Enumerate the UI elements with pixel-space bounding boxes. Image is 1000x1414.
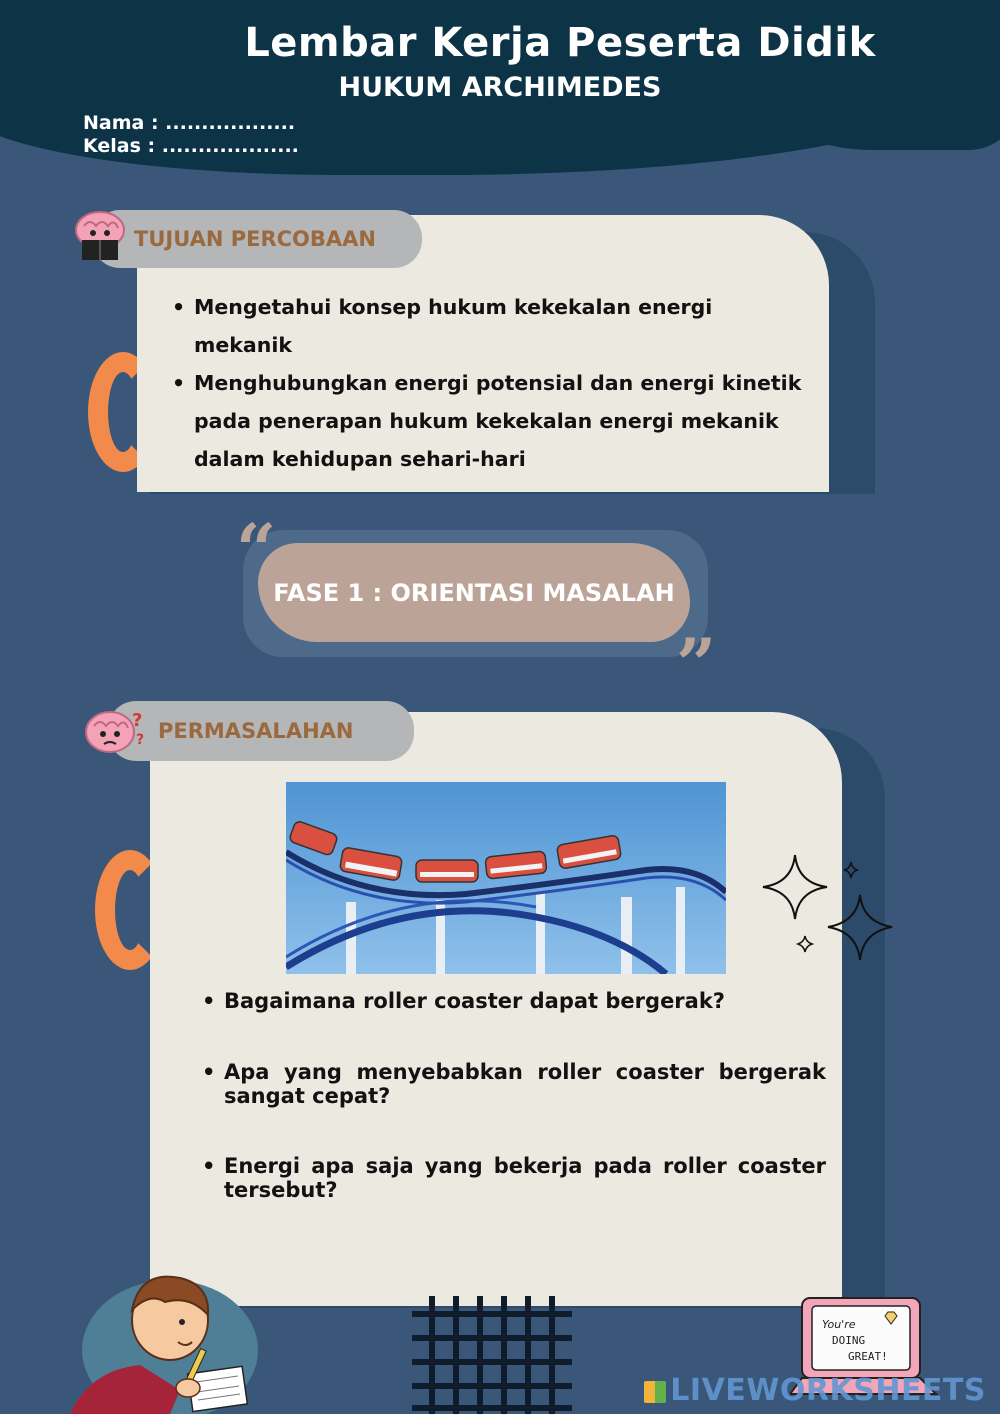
brain-reading-icon [70, 208, 130, 264]
kelas-field[interactable]: Kelas : ................... [83, 135, 299, 157]
question-list [202, 989, 826, 1013]
open-quote-icon: “ [236, 508, 277, 591]
roller-coaster-image [286, 782, 726, 974]
close-quote-icon: ” [676, 623, 717, 706]
sparkle-icon [758, 850, 898, 965]
sticker-line-2: DOING [832, 1334, 866, 1347]
question-list [202, 1154, 826, 1202]
question-item: • Bagaimana roller coaster dapat bergerak? [202, 989, 826, 1013]
tujuan-item: • Menghubungkan energi potensial dan energi kinetik pada penerapan hukum kekekalan energi mekanik dalam kehidupan sehari-hari [172, 364, 817, 478]
watermark-text: LIVEWORKSHEETS [670, 1373, 986, 1408]
tujuan-heading: TUJUAN PERCOBAAN [134, 227, 376, 251]
watermark [644, 1373, 986, 1408]
question-item: • Energi apa saja yang bekerja pada roller coaster tersebut? [202, 1154, 826, 1202]
nama-field[interactable]: Nama : .................. [83, 112, 296, 134]
svg-text:?: ? [136, 732, 145, 748]
sticker-line-1: You're [822, 1318, 856, 1331]
permasalahan-heading: PERMASALAHAN [158, 719, 354, 743]
student-writing-illustration [70, 1270, 260, 1414]
fase-label: FASE 1 : ORIENTASI MASALAH [273, 578, 675, 607]
tujuan-item: • Mengetahui konsep hukum kekekalan energi mekanik [172, 288, 817, 364]
confused-brain-icon [80, 704, 148, 764]
sticker-line-3: GREAT! [848, 1350, 888, 1363]
tujuan-list [172, 288, 817, 478]
fase-pill [258, 543, 690, 642]
tujuan-heading-pill [92, 210, 422, 268]
grid-decoration [412, 1296, 572, 1414]
liveworksheets-logo-icon [644, 1381, 666, 1403]
svg-text:?: ? [132, 710, 143, 731]
page-title: Lembar Kerja Peserta Didik [244, 20, 876, 66]
permasalahan-heading-pill [108, 701, 414, 761]
question-item: • Apa yang menyebabkan roller coaster bergerak sangat cepat? [202, 1060, 826, 1108]
question-list [202, 1060, 826, 1108]
page-subtitle: HUKUM ARCHIMEDES [338, 72, 662, 103]
